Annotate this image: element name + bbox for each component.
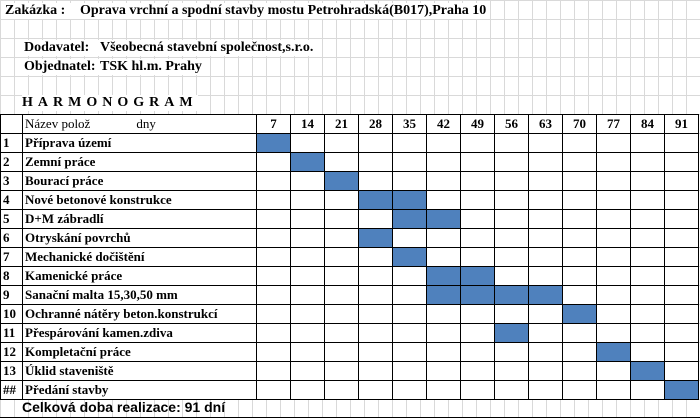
dodavatel-line	[24, 40, 317, 56]
gantt-empty-cell[interactable]	[461, 362, 495, 381]
gantt-bar-cell[interactable]	[495, 286, 529, 305]
gantt-empty-cell[interactable]	[359, 210, 393, 229]
gantt-empty-cell[interactable]	[665, 267, 699, 286]
gantt-bar-cell[interactable]	[563, 305, 597, 324]
gantt-empty-cell[interactable]	[563, 286, 597, 305]
zakazka-value[interactable]: Oprava vrchní a spodní stavby mostu Petrohradská(B017),Praha 10	[80, 3, 487, 18]
name-column-header: Název polož	[25, 116, 91, 131]
gantt-bar-cell[interactable]	[597, 343, 631, 362]
gantt-empty-cell[interactable]	[393, 305, 427, 324]
gantt-empty-cell[interactable]	[257, 229, 291, 248]
gantt-empty-cell[interactable]	[563, 172, 597, 191]
day-header-cell[interactable]: 77	[597, 115, 631, 134]
gantt-empty-cell[interactable]	[461, 191, 495, 210]
gantt-empty-cell[interactable]	[495, 305, 529, 324]
gantt-bar-cell[interactable]	[665, 381, 699, 400]
gantt-empty-cell[interactable]	[325, 134, 359, 153]
gantt-empty-cell[interactable]	[529, 172, 563, 191]
task-row	[1, 229, 699, 248]
task-name-cell[interactable]: Otryskání povrchů	[23, 229, 257, 248]
gantt-bar-cell[interactable]	[257, 134, 291, 153]
header-name-cell[interactable]	[23, 115, 257, 134]
gantt-empty-cell[interactable]	[631, 191, 665, 210]
gantt-empty-cell[interactable]	[495, 191, 529, 210]
task-number-cell[interactable]: 13	[1, 362, 23, 381]
gantt-empty-cell[interactable]	[393, 267, 427, 286]
gantt-empty-cell[interactable]	[597, 286, 631, 305]
gantt-empty-cell[interactable]	[427, 134, 461, 153]
gantt-empty-cell[interactable]	[461, 343, 495, 362]
gantt-empty-cell[interactable]	[325, 305, 359, 324]
gantt-bar-cell[interactable]	[393, 210, 427, 229]
gantt-empty-cell[interactable]	[631, 229, 665, 248]
gantt-empty-cell[interactable]	[257, 381, 291, 400]
gantt-empty-cell[interactable]	[257, 191, 291, 210]
task-row	[1, 286, 699, 305]
task-row	[1, 134, 699, 153]
day-header-cell[interactable]: 63	[529, 115, 563, 134]
gantt-empty-cell[interactable]	[359, 153, 393, 172]
task-number-cell[interactable]: 4	[1, 191, 23, 210]
gantt-empty-cell[interactable]	[325, 362, 359, 381]
task-row	[1, 362, 699, 381]
gantt-empty-cell[interactable]	[597, 248, 631, 267]
task-name-cell[interactable]: Úklid staveniště	[23, 362, 257, 381]
gantt-empty-cell[interactable]	[461, 134, 495, 153]
gantt-empty-cell[interactable]	[529, 343, 563, 362]
task-name-cell[interactable]: Sanační malta 15,30,50 mm	[23, 286, 257, 305]
gantt-empty-cell[interactable]	[291, 362, 325, 381]
gantt-empty-cell[interactable]	[325, 324, 359, 343]
task-row	[1, 305, 699, 324]
gantt-empty-cell[interactable]	[291, 305, 325, 324]
gantt-empty-cell[interactable]	[291, 324, 325, 343]
gantt-empty-cell[interactable]	[393, 172, 427, 191]
task-number-cell[interactable]: 12	[1, 343, 23, 362]
gantt-empty-cell[interactable]	[291, 286, 325, 305]
zakazka-label: Zakázka :	[5, 3, 66, 18]
day-header-cell[interactable]: 91	[665, 115, 699, 134]
gantt-empty-cell[interactable]	[393, 134, 427, 153]
gantt-empty-cell[interactable]	[597, 305, 631, 324]
gantt-empty-cell[interactable]	[359, 134, 393, 153]
gantt-empty-cell[interactable]	[529, 362, 563, 381]
gantt-bar-cell[interactable]	[495, 324, 529, 343]
gantt-empty-cell[interactable]	[529, 381, 563, 400]
gantt-empty-cell[interactable]	[257, 172, 291, 191]
dodavatel-value[interactable]: Všeobecná stavební společnost,s.r.o.	[100, 40, 314, 55]
task-name-cell[interactable]: Kamenické práce	[23, 267, 257, 286]
header-row	[1, 115, 699, 134]
objednatel-line	[24, 59, 206, 75]
gantt-empty-cell[interactable]	[597, 153, 631, 172]
task-name-cell[interactable]: Ochranné nátěry beton.konstrukcí	[23, 305, 257, 324]
schedule-table	[0, 114, 699, 400]
gantt-empty-cell[interactable]	[665, 305, 699, 324]
gantt-empty-cell[interactable]	[291, 134, 325, 153]
gantt-empty-cell[interactable]	[665, 172, 699, 191]
task-row	[1, 172, 699, 191]
gantt-empty-cell[interactable]	[529, 305, 563, 324]
gantt-empty-cell[interactable]	[495, 153, 529, 172]
task-row	[1, 153, 699, 172]
gantt-empty-cell[interactable]	[529, 153, 563, 172]
task-name-cell[interactable]: Příprava území	[23, 134, 257, 153]
gantt-empty-cell[interactable]	[597, 381, 631, 400]
gantt-empty-cell[interactable]	[631, 248, 665, 267]
gantt-bar-cell[interactable]	[461, 286, 495, 305]
gantt-empty-cell[interactable]	[393, 153, 427, 172]
gantt-empty-cell[interactable]	[529, 191, 563, 210]
gantt-empty-cell[interactable]	[563, 191, 597, 210]
gantt-empty-cell[interactable]	[359, 343, 393, 362]
gantt-empty-cell[interactable]	[257, 286, 291, 305]
gantt-empty-cell[interactable]	[563, 362, 597, 381]
gantt-empty-cell[interactable]	[529, 324, 563, 343]
gantt-bar-cell[interactable]	[291, 153, 325, 172]
gantt-bar-cell[interactable]	[359, 191, 393, 210]
gantt-empty-cell[interactable]	[563, 267, 597, 286]
task-name-cell[interactable]: Nové betonové konstrukce	[23, 191, 257, 210]
task-number-cell[interactable]: 3	[1, 172, 23, 191]
gantt-empty-cell[interactable]	[393, 343, 427, 362]
day-header-cell[interactable]: 14	[291, 115, 325, 134]
gantt-empty-cell[interactable]	[529, 134, 563, 153]
gantt-empty-cell[interactable]	[291, 210, 325, 229]
gantt-empty-cell[interactable]	[325, 343, 359, 362]
gantt-empty-cell[interactable]	[597, 362, 631, 381]
gantt-bar-cell[interactable]	[529, 286, 563, 305]
task-number-cell[interactable]: 10	[1, 305, 23, 324]
gantt-empty-cell[interactable]	[631, 153, 665, 172]
gantt-empty-cell[interactable]	[665, 134, 699, 153]
gantt-empty-cell[interactable]	[325, 153, 359, 172]
gantt-empty-cell[interactable]	[427, 172, 461, 191]
task-number-cell[interactable]: 6	[1, 229, 23, 248]
task-name-cell[interactable]: Předání stavby	[23, 381, 257, 400]
gantt-empty-cell[interactable]	[597, 229, 631, 248]
gantt-empty-cell[interactable]	[427, 362, 461, 381]
gantt-empty-cell[interactable]	[461, 210, 495, 229]
gantt-empty-cell[interactable]	[665, 324, 699, 343]
gantt-empty-cell[interactable]	[325, 248, 359, 267]
gantt-empty-cell[interactable]	[291, 343, 325, 362]
task-number-cell[interactable]: ##	[1, 381, 23, 400]
gantt-empty-cell[interactable]	[631, 286, 665, 305]
gantt-empty-cell[interactable]	[631, 172, 665, 191]
gantt-empty-cell[interactable]	[291, 248, 325, 267]
gantt-empty-cell[interactable]	[291, 229, 325, 248]
gantt-empty-cell[interactable]	[461, 248, 495, 267]
gantt-empty-cell[interactable]	[563, 229, 597, 248]
gantt-empty-cell[interactable]	[359, 248, 393, 267]
task-row	[1, 248, 699, 267]
gantt-empty-cell[interactable]	[495, 362, 529, 381]
task-row	[1, 381, 699, 400]
gantt-empty-cell[interactable]	[291, 267, 325, 286]
gantt-empty-cell[interactable]	[257, 362, 291, 381]
gantt-empty-cell[interactable]	[563, 248, 597, 267]
gantt-empty-cell[interactable]	[427, 305, 461, 324]
total-duration: Celková doba realizace: 91 dní	[22, 399, 226, 415]
day-header-cell[interactable]: 84	[631, 115, 665, 134]
gantt-empty-cell[interactable]	[359, 381, 393, 400]
gantt-empty-cell[interactable]	[359, 267, 393, 286]
gantt-empty-cell[interactable]	[665, 362, 699, 381]
gantt-empty-cell[interactable]	[393, 324, 427, 343]
gantt-empty-cell[interactable]	[393, 229, 427, 248]
gantt-empty-cell[interactable]	[631, 267, 665, 286]
gantt-empty-cell[interactable]	[563, 324, 597, 343]
task-row	[1, 210, 699, 229]
gantt-empty-cell[interactable]	[597, 191, 631, 210]
gantt-empty-cell[interactable]	[665, 248, 699, 267]
gantt-empty-cell[interactable]	[461, 229, 495, 248]
days-column-header: dny	[136, 116, 156, 131]
gantt-empty-cell[interactable]	[359, 172, 393, 191]
gantt-empty-cell[interactable]	[495, 134, 529, 153]
gantt-empty-cell[interactable]	[291, 191, 325, 210]
gantt-empty-cell[interactable]	[427, 343, 461, 362]
gantt-empty-cell[interactable]	[393, 362, 427, 381]
gantt-empty-cell[interactable]	[631, 134, 665, 153]
gantt-empty-cell[interactable]	[461, 324, 495, 343]
gantt-empty-cell[interactable]	[257, 248, 291, 267]
day-header-cell[interactable]: 42	[427, 115, 461, 134]
gantt-empty-cell[interactable]	[291, 172, 325, 191]
gantt-empty-cell[interactable]	[495, 248, 529, 267]
gantt-bar-cell[interactable]	[427, 267, 461, 286]
gantt-empty-cell[interactable]	[325, 286, 359, 305]
gantt-empty-cell[interactable]	[563, 153, 597, 172]
day-header-cell[interactable]: 21	[325, 115, 359, 134]
task-name-cell[interactable]: Zemní práce	[23, 153, 257, 172]
gantt-bar-cell[interactable]	[325, 172, 359, 191]
gantt-bar-cell[interactable]	[393, 191, 427, 210]
task-number-cell[interactable]: 7	[1, 248, 23, 267]
task-number-cell[interactable]: 2	[1, 153, 23, 172]
gantt-empty-cell[interactable]	[325, 267, 359, 286]
gantt-empty-cell[interactable]	[359, 324, 393, 343]
gantt-empty-cell[interactable]	[461, 381, 495, 400]
task-name-cell[interactable]: Mechanické dočištění	[23, 248, 257, 267]
gantt-empty-cell[interactable]	[631, 343, 665, 362]
task-name-cell[interactable]: D+M zábradlí	[23, 210, 257, 229]
gantt-empty-cell[interactable]	[597, 134, 631, 153]
dodavatel-label: Dodavatel:	[24, 40, 90, 55]
gantt-empty-cell[interactable]	[427, 381, 461, 400]
gantt-empty-cell[interactable]	[665, 210, 699, 229]
task-number-cell[interactable]: 11	[1, 324, 23, 343]
day-header-cell[interactable]: 70	[563, 115, 597, 134]
gantt-empty-cell[interactable]	[495, 172, 529, 191]
gantt-bar-cell[interactable]	[427, 210, 461, 229]
task-number-cell[interactable]: 1	[1, 134, 23, 153]
task-number-cell[interactable]: 9	[1, 286, 23, 305]
gantt-empty-cell[interactable]	[665, 343, 699, 362]
day-header-cell[interactable]: 7	[257, 115, 291, 134]
gantt-empty-cell[interactable]	[291, 381, 325, 400]
gantt-empty-cell[interactable]	[257, 343, 291, 362]
gantt-empty-cell[interactable]	[495, 210, 529, 229]
gantt-empty-cell[interactable]	[257, 324, 291, 343]
gantt-empty-cell[interactable]	[359, 286, 393, 305]
task-row	[1, 191, 699, 210]
task-row	[1, 324, 699, 343]
task-name-cell[interactable]: Kompletační práce	[23, 343, 257, 362]
task-name-cell[interactable]: Bourací práce	[23, 172, 257, 191]
gantt-empty-cell[interactable]	[325, 381, 359, 400]
gantt-empty-cell[interactable]	[461, 172, 495, 191]
gantt-empty-cell[interactable]	[495, 343, 529, 362]
objednatel-value[interactable]: TSK hl.m. Prahy	[100, 59, 202, 74]
gantt-empty-cell[interactable]	[529, 248, 563, 267]
task-row	[1, 343, 699, 362]
gantt-empty-cell[interactable]	[461, 153, 495, 172]
gantt-empty-cell[interactable]	[393, 381, 427, 400]
gantt-empty-cell[interactable]	[529, 210, 563, 229]
objednatel-label: Objednatel:	[24, 59, 96, 74]
gantt-empty-cell[interactable]	[427, 229, 461, 248]
gantt-empty-cell[interactable]	[563, 381, 597, 400]
gantt-empty-cell[interactable]	[461, 305, 495, 324]
gantt-empty-cell[interactable]	[665, 153, 699, 172]
gantt-empty-cell[interactable]	[359, 305, 393, 324]
day-header-cell[interactable]: 56	[495, 115, 529, 134]
gantt-empty-cell[interactable]	[257, 210, 291, 229]
gantt-empty-cell[interactable]	[495, 267, 529, 286]
gantt-empty-cell[interactable]	[665, 229, 699, 248]
gantt-empty-cell[interactable]	[563, 134, 597, 153]
gantt-empty-cell[interactable]	[631, 210, 665, 229]
gantt-empty-cell[interactable]	[529, 229, 563, 248]
task-row	[1, 267, 699, 286]
gantt-empty-cell[interactable]	[257, 153, 291, 172]
gantt-empty-cell[interactable]	[495, 381, 529, 400]
gantt-empty-cell[interactable]	[597, 172, 631, 191]
gantt-empty-cell[interactable]	[665, 286, 699, 305]
gantt-empty-cell[interactable]	[563, 210, 597, 229]
task-name-cell[interactable]: Přespárování kamen.zdiva	[23, 324, 257, 343]
gantt-bar-cell[interactable]	[631, 362, 665, 381]
gantt-empty-cell[interactable]	[597, 324, 631, 343]
gantt-empty-cell[interactable]	[631, 305, 665, 324]
gantt-empty-cell[interactable]	[427, 248, 461, 267]
gantt-empty-cell[interactable]	[325, 229, 359, 248]
gantt-bar-cell[interactable]	[393, 248, 427, 267]
gantt-empty-cell[interactable]	[257, 305, 291, 324]
gantt-empty-cell[interactable]	[597, 267, 631, 286]
gantt-empty-cell[interactable]	[597, 210, 631, 229]
day-header-cell[interactable]: 35	[393, 115, 427, 134]
gantt-empty-cell[interactable]	[529, 267, 563, 286]
gantt-empty-cell[interactable]	[427, 324, 461, 343]
gantt-empty-cell[interactable]	[631, 324, 665, 343]
header-empty-cell[interactable]	[1, 115, 23, 134]
gantt-empty-cell[interactable]	[427, 153, 461, 172]
gantt-empty-cell[interactable]	[563, 343, 597, 362]
gantt-empty-cell[interactable]	[257, 267, 291, 286]
gantt-empty-cell[interactable]	[325, 191, 359, 210]
gantt-empty-cell[interactable]	[495, 229, 529, 248]
task-number-cell[interactable]: 8	[1, 267, 23, 286]
gantt-empty-cell[interactable]	[631, 381, 665, 400]
gantt-empty-cell[interactable]	[359, 362, 393, 381]
gantt-empty-cell[interactable]	[325, 210, 359, 229]
day-header-cell[interactable]: 28	[359, 115, 393, 134]
harmonogram-title: HARMONOGRAM	[22, 95, 198, 110]
task-number-cell[interactable]: 5	[1, 210, 23, 229]
gantt-bar-cell[interactable]	[359, 229, 393, 248]
gantt-bar-cell[interactable]	[427, 286, 461, 305]
day-header-cell[interactable]: 49	[461, 115, 495, 134]
gantt-empty-cell[interactable]	[665, 191, 699, 210]
gantt-bar-cell[interactable]	[461, 267, 495, 286]
gantt-empty-cell[interactable]	[393, 286, 427, 305]
zakazka-line	[5, 3, 490, 19]
gantt-empty-cell[interactable]	[427, 191, 461, 210]
